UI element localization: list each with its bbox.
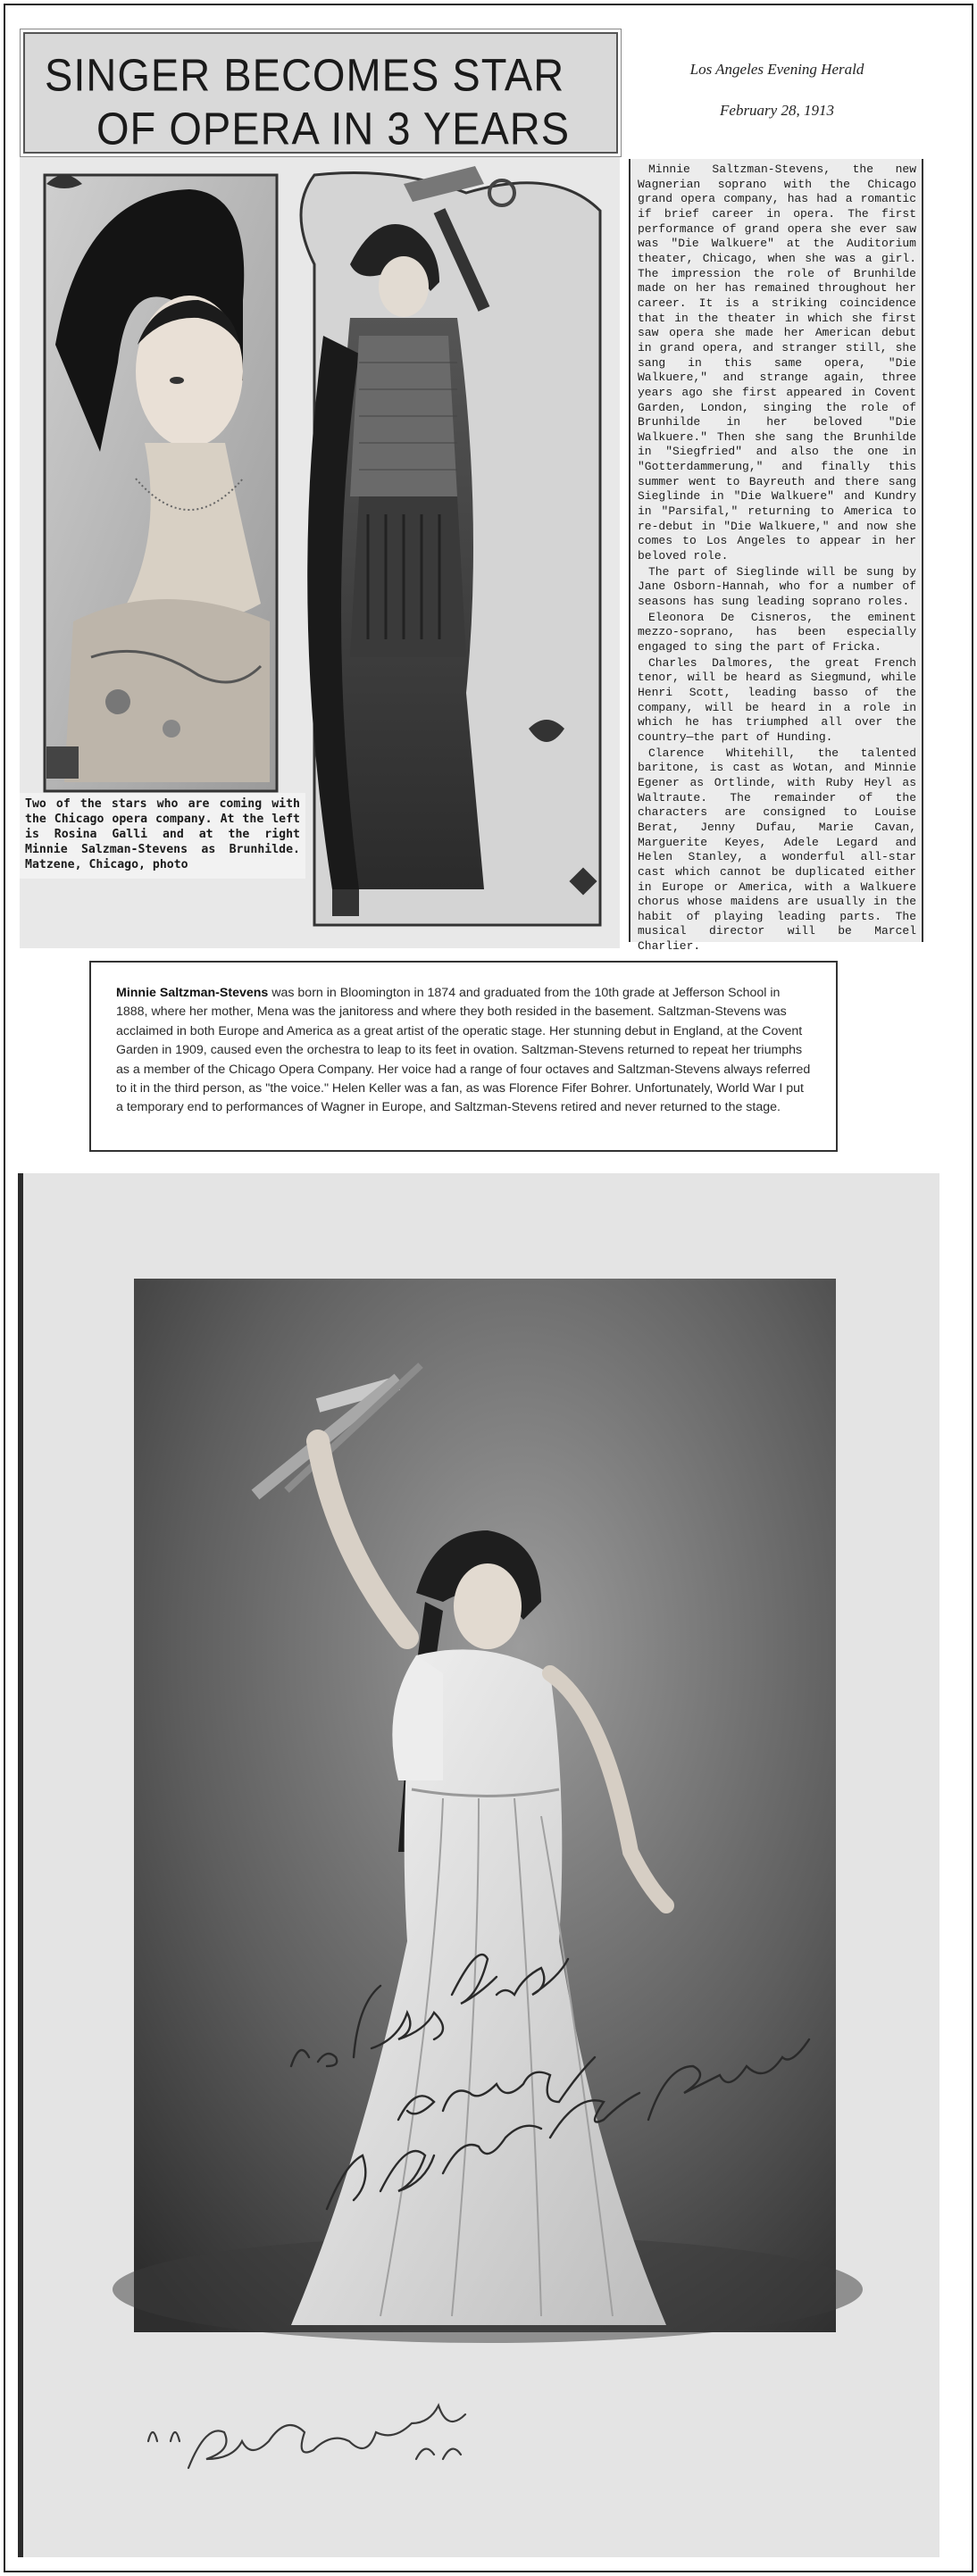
photo-caption: Two of the stars who are coming with the Chicago opera company. At the left is Rosina Galli and at the right Minnie Salzman-Stevens as Brunhilde. Matzene, Chicago, photo (20, 793, 305, 879)
headline-line-2: OF OPERA IN 3 YEARS (96, 102, 571, 154)
article-paragraph: Minnie Saltzman-Stevens, the new Wagnerian soprano with the Chicago grand opera company, has had a romantic if brief career in opera. The first performance of grand opera she ever saw was "Die Walkuere" at the Auditorium theater, Chicago, when she was a girl. The impression the role of Brunhilde made on her has remained throughout her career. It is a striking coincidence that in the theater in which she first saw opera she made her American debut in grand opera, and stranger still, she sang in this same opera, "Die Walkuere," and strange again, three years ago she first appeared in Covent Garden, London, singing the role of Brunhilde in her beloved "Die Walkuere." Then she sang the Brunhilde in "Siegfried" and also the one in "Gotterdammerung," and finally this summer went to Bayreuth and there sang Sieglinde in "Die Walkuere" and Kundry in "Parsifal," returning to America to re-debut in "Die Walkuere," and now she comes to Los Angeles to appear in her beloved role. (638, 163, 916, 563)
signed-postcard (18, 1173, 939, 2557)
clipping-photos (20, 157, 620, 948)
article-paragraph: Eleonora De Cisneros, the eminent mezzo-soprano, has been especially engaged to sing the part of Fricka. (638, 610, 916, 654)
publication-date: February 28, 1913 (720, 102, 834, 119)
headline-box (23, 32, 618, 154)
headline-line-1: SINGER BECOMES STAR (45, 48, 565, 101)
publication-name: Los Angeles Evening Herald (689, 61, 864, 78)
article-paragraph: The part of Sieglinde will be sung by Jane Osborn-Hannah, who for a number of seasons has sung leading soprano roles. (638, 564, 916, 609)
article-paragraph: Charles Dalmores, the great French tenor, will be heard as Siegmund, while Henri Scott, leading basso of the company, will be heard in a role in which he has triumphed all over the country—the part of Hunding. (638, 655, 916, 744)
bio-body: was born in Bloomington in 1874 and graduated from the 10th grade at Jefferson School in 1888, where her mother, Mena was the janitoress and where they both resided in the basement. Saltzman-Stevens was acclaimed in both Europe and America as a great artist of the operatic stage. Her stunning debut in England, at the Covent Garden in 1909, caused even the orchestra to leap to its feet in ovation. Saltzman-Stevens returned to repeat her triumphs as a member of the Chicago Opera Company. Her voice had a range of four octaves and Saltzman-Stevens always referred to it in the third person, as "the voice." Helen Keller was a fan, as was Florence Fifer Bohrer. Unfortunately, World War I put a temporary end to performances of Wagner in Europe, and Saltzman-Stevens retired and never returned to the stage. (116, 986, 811, 1115)
bio-name: Minnie Saltzman-Stevens (116, 986, 269, 1000)
bio-box (89, 961, 838, 1152)
article-column (629, 159, 923, 954)
handwritten-inscription (23, 1173, 939, 2557)
bio-text (116, 986, 810, 1114)
article-paragraph: Clarence Whitehill, the talented baritone, is cast as Wotan, and Minnie Egener as Ortlinde, with Ruby Heyl as Waltraute. The remainder of the characters are consigned to Louise Berat, Jenny Dufau, Marie Cavan, Marguerite Keyes, Adele Legard and Helen Stanley, a wonderful all-star cast which cannot be duplicated either in Europe or America, with a Walkuere chorus whose maidens are usually in the habit of playing leading parts. The musical director will be Marcel Charlier. (638, 746, 916, 954)
publication-info (652, 61, 902, 143)
